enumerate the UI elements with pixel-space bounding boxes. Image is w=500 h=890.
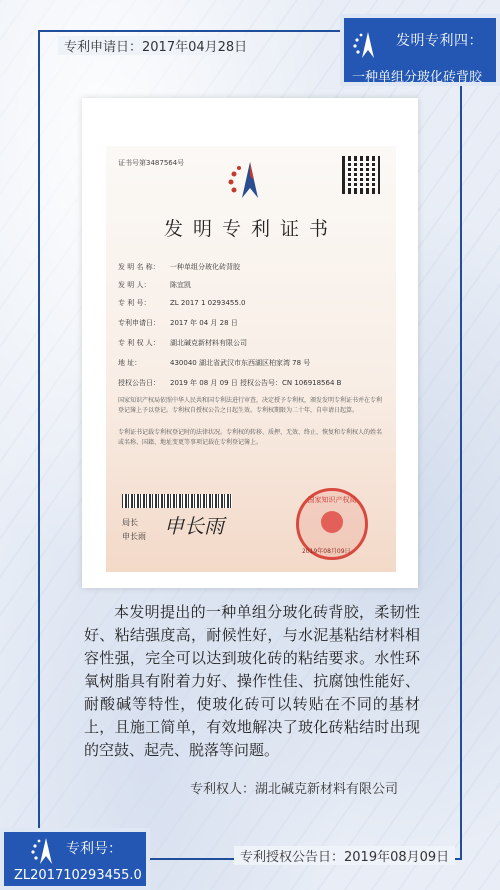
- signature-labels: 局长 申长雨: [122, 518, 146, 541]
- badge-top-line2: 一种单组分玻化砖背胶: [352, 70, 483, 85]
- patent-badge-top: [340, 14, 500, 86]
- certificate-number: 证书号第3487564号: [118, 159, 185, 167]
- field-patent-number: 专 利 号： ZL 2017 1 0293455.0: [118, 299, 246, 307]
- director-signature: 申长雨: [164, 514, 224, 538]
- badge-bottom-line1: 专利号：: [66, 841, 122, 857]
- barcode: [122, 494, 232, 508]
- field-application-date: 专利申请日： 2017 年 04 月 28 日: [118, 319, 238, 327]
- patent-office-emblem-icon: [224, 160, 272, 200]
- patent-emblem-icon: [28, 834, 64, 870]
- certificate-paragraph-2: 专利证书记载专利权登记时的法律状况。专利权的转移、质押、无效、终止、恢复和专利权人的姓名或名称、国籍、地址变更等事项记载在专利登记簿上。: [118, 429, 383, 446]
- patent-badge-bottom: [0, 828, 150, 890]
- certificate-paper: [106, 146, 396, 572]
- national-emblem-icon: [321, 511, 343, 533]
- certificate-paragraph-1: 国家知识产权局依照中华人民共和国专利法进行审查，决定授予专利权，颁发发明专利证书并在专利登记簿上予以登记。专利权自授权公告之日起生效。专利权期限为二十年，自申请日起算。: [118, 397, 383, 414]
- field-patentee: 专 利 权 人： 湖北碱克新材料有限公司: [118, 339, 247, 347]
- field-grant-date: 授权公告日： 2019 年 08 月 09 日 授权公告号：CN 106918564 B: [118, 379, 342, 387]
- certificate-image: [82, 98, 418, 588]
- invention-description: 本发明提出的一种单组分玻化砖背胶，柔韧性好、粘结强度高，耐候性好，与水泥基粘结材料相容性强，完全可以达到玻化砖的粘结要求。水性环氧树脂具有附着力好、操作性佳、抗腐蚀性能好、耐酸碱等特性，使玻化砖可以转贴在不同的基材上，且施工简单，有效地解决了玻化砖粘结时出现的空鼓、起壳、脱落等问题。: [84, 603, 420, 759]
- field-address: 地 址： 430040 湖北省武汉市东西湖区柏家湾 78 号: [118, 359, 311, 367]
- seal-date: 2019年08月09日: [302, 548, 351, 555]
- badge-top-line1: 发明专利四：: [396, 33, 483, 49]
- qr-code: [342, 156, 380, 194]
- certificate-title: 发明专利证书: [163, 218, 338, 240]
- field-inventor: 发 明 人： 陈宜凯: [118, 281, 191, 289]
- application-date: 专利申请日：2017年04月28日: [58, 36, 253, 55]
- grant-date: 专利授权公告日：2019年08月09日: [234, 846, 455, 865]
- official-seal: 国家知识产权局: [296, 488, 368, 560]
- patent-holder: 专利权人：湖北碱克新材料有限公司: [190, 782, 399, 797]
- patent-emblem-icon: [350, 28, 386, 64]
- field-invention-name: 发 明 名 称： 一种单组分玻化砖背胶: [118, 263, 240, 271]
- patent-number: ZL201710293455.0: [14, 868, 142, 883]
